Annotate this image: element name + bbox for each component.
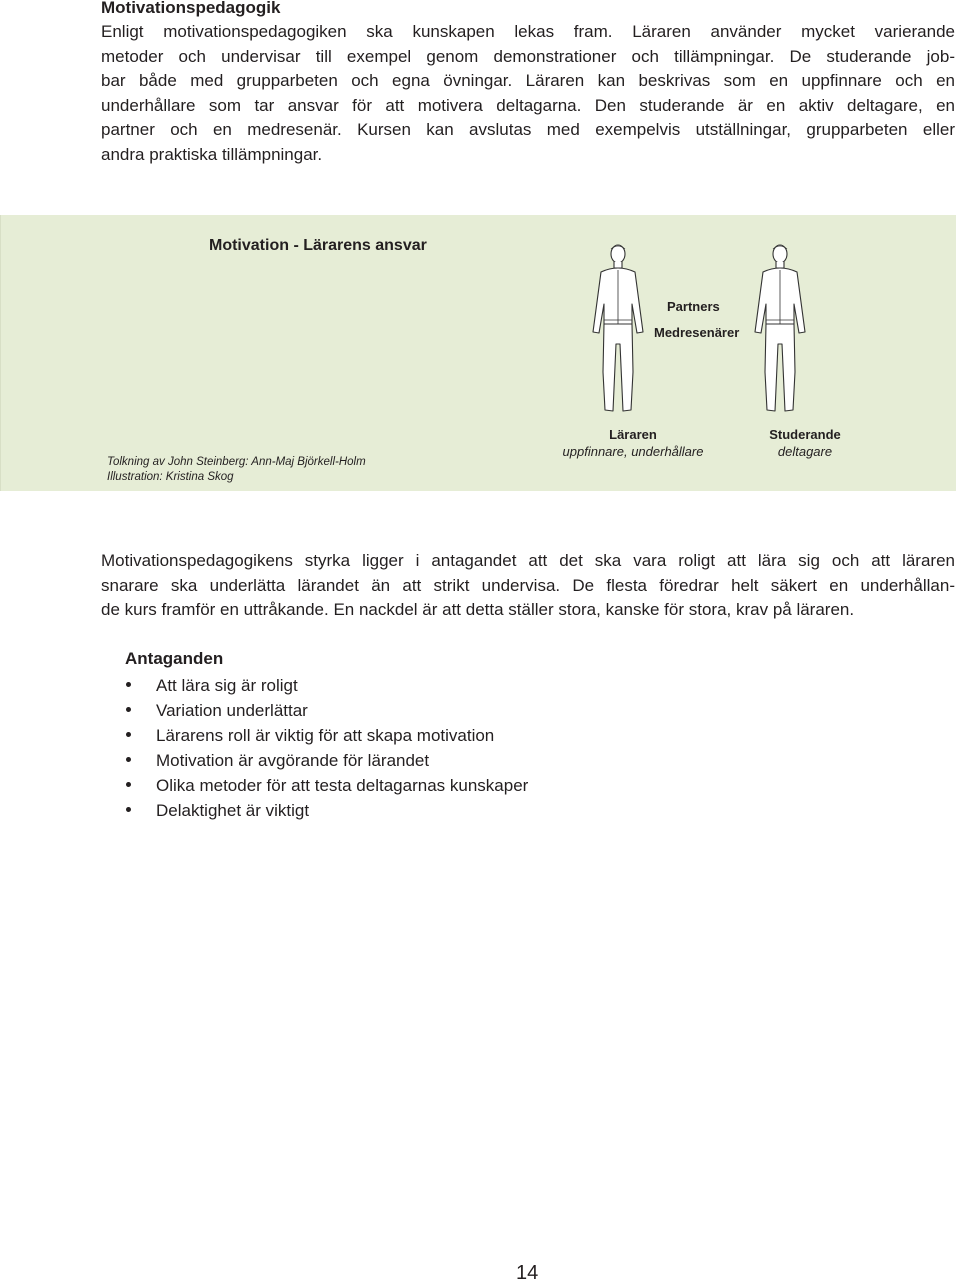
teacher-role-caption <box>553 426 713 460</box>
student-role-caption <box>745 426 865 460</box>
strength-line: Motivationspedagogikens styrka ligger i antagandet att det ska vara roligt att lära sig och att läraren <box>101 551 955 570</box>
teacher-figure-illustration <box>587 240 649 416</box>
student-role-title: Studerande <box>769 427 841 442</box>
assumptions-list <box>125 673 528 823</box>
page-number: 14 <box>516 1262 539 1284</box>
intro-line: metoder och undervisar till exempel genom demonstrationer och tillämpningar. De studerande job- <box>101 46 955 66</box>
list-item-text: Motivation är avgörande för lärandet <box>156 751 430 770</box>
bullet-icon <box>126 707 131 712</box>
figure-title: Motivation - Lärarens ansvar <box>209 237 427 254</box>
list-item-text: Lärarens roll är viktig för att skapa motivation <box>156 726 495 745</box>
teacher-role-title: Läraren <box>609 427 657 442</box>
list-item <box>125 748 528 773</box>
list-item <box>125 673 528 698</box>
intro-line: underhållare som tar ansvar för att motivera deltagarna. Den studerande är en aktiv deltagare, en <box>101 95 955 115</box>
list-item-text: Delaktighet är viktigt <box>156 801 310 820</box>
intro-line: Enligt motivationspedagogiken ska kunskapen lekas fram. Läraren använder mycket varierande <box>101 22 955 41</box>
intro-line: partner och en medresenär. Kursen kan avslutas med exempelvis utställningar, grupparbeten eller <box>101 120 955 140</box>
strength-line: de kurs framför en uttråkande. En nackdel är att detta ställer stora, kanske för stora, krav på läraren. <box>101 600 855 620</box>
section-heading: Motivationspedagogik <box>101 0 281 17</box>
list-item-text: Olika metoder för att testa deltagarnas kunskaper <box>156 776 529 795</box>
student-role-description: deltagare <box>777 444 833 459</box>
bullet-icon <box>126 682 131 687</box>
teacher-role-description: uppfinnare, underhållare <box>562 444 704 459</box>
medresenarer-label: Medresenärer <box>654 325 740 340</box>
assumptions-heading: Antaganden <box>125 649 224 668</box>
list-item-text: Att lära sig är roligt <box>156 676 298 695</box>
bullet-icon <box>126 782 131 787</box>
motivation-figure-panel <box>0 215 956 491</box>
student-figure-illustration <box>749 240 811 416</box>
illustration-credit: Illustration: Kristina Skog <box>107 471 234 483</box>
bullet-icon <box>126 757 131 762</box>
list-item <box>125 798 528 823</box>
intro-line: bar både med grupparbeten och egna övningar. Läraren kan beskrivas som en uppfinnare och en <box>101 71 955 91</box>
strength-line: snarare ska underlätta lärandet än att strikt undervisa. De flesta föredrar helt säkert en underhållan- <box>101 575 955 595</box>
bullet-icon <box>126 807 131 812</box>
list-item <box>125 773 528 798</box>
list-item <box>125 698 528 723</box>
intro-paragraph <box>101 20 955 168</box>
bullet-icon <box>126 732 131 737</box>
strength-paragraph <box>101 549 955 623</box>
partners-label: Partners <box>667 299 720 314</box>
list-item-text: Variation underlättar <box>156 701 308 720</box>
intro-line: andra praktiska tillämpningar. <box>101 144 323 164</box>
list-item <box>125 723 528 748</box>
interpretation-credit: Tolkning av John Steinberg: Ann-Maj Björkell-Holm <box>107 456 366 468</box>
